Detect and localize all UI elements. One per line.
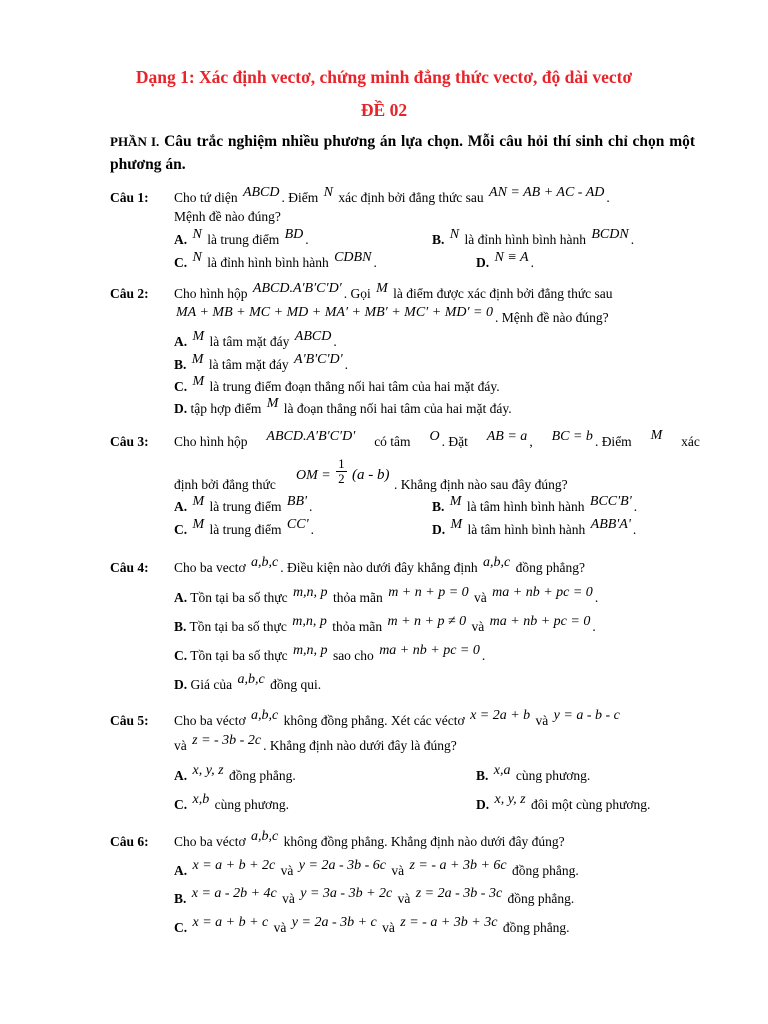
option-c[interactable] (174, 374, 500, 396)
math-expr: (a - b) (351, 466, 390, 483)
question-number: Câu 5: (110, 713, 149, 728)
option-text: là tâm hình bình hành (466, 499, 585, 514)
stem-text: . Đặt (441, 434, 468, 449)
option-c[interactable] (174, 915, 570, 937)
math-expr: a,b,c (251, 829, 279, 844)
option-text: . (594, 590, 599, 605)
option-a[interactable] (174, 858, 579, 880)
option-label: C. (174, 648, 188, 663)
math-expr: ABB'A' (590, 517, 631, 532)
math-expr: y = a - b - c (553, 708, 620, 723)
option-d[interactable] (476, 250, 534, 272)
math-expr: AN = AB + AC - AD (489, 185, 605, 200)
math-expr: N (192, 227, 202, 242)
question-stem-line (174, 829, 565, 851)
option-a[interactable] (174, 227, 309, 249)
math-expr: a,b,c (251, 708, 279, 723)
stem-text: . Mệnh đề nào đúng? (494, 310, 609, 325)
option-d[interactable] (174, 672, 322, 694)
question-stem-line (174, 428, 700, 451)
stem-text: . Điểm (594, 434, 632, 449)
math-expr: m,n, p (292, 643, 328, 658)
option-text: . (305, 232, 309, 247)
option-text: là trung điểm (209, 522, 282, 537)
math-expr: N (323, 185, 333, 200)
math-expr: N (449, 227, 460, 242)
option-text: cùng phương. (515, 768, 591, 783)
option-b[interactable] (432, 227, 635, 249)
math-expr: a,b,c (483, 555, 511, 570)
question-stem-line: . Khẳng định nào sau đây đúng? (394, 477, 568, 492)
option-c[interactable] (174, 250, 377, 272)
option-text: . (633, 499, 638, 514)
option-text: . (592, 619, 596, 634)
option-text: là trung điểm (207, 232, 280, 247)
math-expr: x = a + b + c (192, 915, 269, 930)
option-a[interactable] (174, 329, 337, 351)
section-text: Câu trắc nghiệm nhiều phương án lựa chọn. Mỗi câu hỏi thí sinh chỉ chọn một phương án. (110, 133, 696, 173)
option-label: A. (174, 590, 188, 605)
stem-text: Cho ba véctơ (174, 713, 246, 728)
question-stem-line (174, 281, 613, 303)
math-expr: x,b (192, 792, 210, 807)
math-expr: m + n + p ≠ 0 (387, 614, 467, 629)
option-text: đồng phẳng. (507, 891, 575, 906)
math-expr: z = - 3b - 2c (192, 733, 262, 748)
option-label: D. (476, 797, 490, 812)
option-b[interactable] (432, 494, 638, 516)
question-number: Câu 6: (110, 834, 149, 849)
option-text: là đỉnh hình bình hành (464, 232, 586, 247)
option-b[interactable] (174, 614, 596, 636)
math-expr: MA + MB + MC + MD + MA′ + MB′ + MC′ + MD′ = 0 (176, 305, 493, 320)
math-expr: BCC'B' (589, 494, 632, 509)
stem-text: không đồng phẳng. Khẳng định nào dưới đây đúng? (283, 834, 565, 849)
math-expr: x = 2a + b (470, 708, 531, 723)
stem-text: và (174, 738, 187, 753)
math-expr: ma + nb + pc = 0 (379, 643, 480, 658)
option-d[interactable] (174, 396, 512, 418)
math-expr: y = 2a - 3b - 6c (298, 858, 386, 873)
option-label: A. (174, 863, 188, 878)
math-expr: z = 2a - 3b - 3c (415, 886, 503, 901)
option-b[interactable] (174, 352, 348, 374)
option-text: và (474, 590, 487, 605)
stem-text: Cho ba véctơ (174, 834, 246, 849)
option-label: A. (174, 768, 188, 783)
math-expr: O (429, 429, 440, 444)
section-instructions (110, 130, 695, 176)
option-text: . (632, 522, 637, 537)
option-text: đồng phẳng. (502, 920, 570, 935)
option-label: B. (174, 891, 187, 906)
math-expr: BD (284, 227, 304, 242)
option-text: đôi một cùng phương. (530, 797, 651, 812)
option-label: D. (174, 401, 188, 416)
math-expr: ma + nb + pc = 0 (489, 614, 591, 629)
option-text: và (391, 863, 405, 878)
option-text: . (630, 232, 635, 247)
option-text: . (309, 499, 313, 514)
option-text: và (273, 920, 287, 935)
option-d[interactable] (432, 517, 637, 539)
math-expr: x = a + b + 2c (192, 858, 276, 873)
math-expr: OM = (296, 467, 331, 483)
option-label: B. (476, 768, 489, 783)
option-text: đồng phẳng. (228, 768, 296, 783)
math-expr: m,n, p (292, 614, 327, 629)
option-c[interactable] (174, 517, 314, 539)
math-expr: CC' (286, 517, 309, 532)
option-text: và (471, 619, 485, 634)
fraction-numerator: 1 (338, 456, 345, 471)
stem-text: , (529, 434, 533, 449)
option-d[interactable] (476, 792, 651, 814)
option-text: và (397, 891, 411, 906)
option-a[interactable] (174, 763, 296, 785)
option-text: là tâm mặt đáy (209, 334, 290, 349)
question-number: Câu 3: (110, 434, 149, 449)
math-expr: BB' (286, 494, 308, 509)
math-expr: z = - a + 3b + 3c (400, 915, 498, 930)
math-expr: z = - a + 3b + 6c (409, 858, 507, 873)
option-text: Tồn tại ba số thực (190, 648, 288, 663)
stem-text: đồng phẳng? (515, 560, 585, 575)
option-text: . (373, 255, 377, 270)
option-label: D. (476, 255, 490, 270)
question-stem-line (174, 555, 585, 577)
option-text: Tồn tại ba số thực (189, 619, 287, 634)
stem-text: xác (681, 434, 700, 449)
stem-text: Cho ba vectơ (174, 560, 246, 575)
math-expr: N ≡ A (494, 250, 529, 265)
math-expr: x,a (493, 763, 511, 778)
option-label: B. (174, 357, 187, 372)
question-number: Câu 1: (110, 190, 149, 205)
question-number: Câu 4: (110, 560, 149, 575)
math-expr: ma + nb + pc = 0 (492, 585, 593, 600)
stem-text: . Điều kiện nào dưới đây khẳng định (280, 560, 478, 575)
math-expr: M (192, 494, 205, 509)
option-c[interactable] (174, 792, 290, 814)
option-text: tập hợp điểm (190, 401, 262, 416)
math-expr: M (191, 352, 204, 367)
math-expr: CDBN (334, 250, 372, 265)
stem-text: Cho hình hộp (174, 286, 248, 301)
math-expr: ABCD.A′B′C′D′ (266, 429, 356, 444)
option-label: A. (174, 334, 188, 349)
option-label: D. (432, 522, 446, 537)
option-text: và (382, 920, 395, 935)
option-label: A. (174, 232, 188, 247)
math-expr: M (192, 374, 205, 389)
math-expr: x, y, z (494, 792, 526, 807)
math-expr: M (376, 281, 388, 296)
option-text: cùng phương. (214, 797, 290, 812)
stem-text: Cho tứ diện (174, 190, 238, 205)
option-text: là trung điểm (209, 499, 282, 514)
option-label: B. (432, 499, 445, 514)
option-label: C. (174, 379, 188, 394)
math-expr: M (192, 329, 205, 344)
math-expr: M (650, 428, 663, 443)
math-expr: m,n, p (292, 585, 328, 600)
math-expr: x = a - 2b + 4c (191, 886, 277, 901)
page-title: Dạng 1: Xác định vectơ, chứng minh đẳng thức vectơ, độ dài vectơ (135, 67, 633, 87)
option-a[interactable] (174, 494, 313, 516)
option-label: B. (174, 619, 187, 634)
option-a[interactable] (174, 585, 599, 607)
option-text: . (481, 648, 486, 663)
math-expr: M (266, 396, 279, 411)
option-text: Giá của (190, 677, 233, 692)
option-text: đồng phẳng. (512, 863, 579, 878)
math-expr: BCDN (591, 227, 629, 242)
stem-text: xác định bởi đẳng thức sau (338, 190, 484, 205)
math-expr: m + n + p = 0 (388, 585, 469, 600)
stem-text: . Khẳng định nào dưới đây là đúng? (263, 738, 457, 753)
question-stem-line: định bởi đẳng thức (174, 477, 276, 492)
math-expr: y = 2a - 3b + c (291, 915, 377, 930)
question-stem-line: Mệnh đề nào đúng? (174, 209, 281, 224)
stem-text: là điểm được xác định bởi đẳng thức sau (393, 286, 613, 301)
stem-text: . Điểm (281, 190, 319, 205)
math-expr: ABCD (294, 329, 332, 344)
question-stem-line (174, 185, 610, 207)
option-label: C. (174, 522, 188, 537)
option-label: C. (174, 920, 188, 935)
math-expr: N (192, 250, 202, 265)
section-label: PHẦN I. (110, 134, 160, 149)
question-number: Câu 2: (110, 286, 149, 301)
fraction-denominator: 2 (338, 471, 345, 486)
option-text: và (282, 891, 295, 906)
math-expr: a,b,c (251, 555, 279, 570)
option-text: là tâm hình bình hành (467, 522, 586, 537)
question-stem-line (174, 305, 609, 327)
option-text: . (344, 357, 348, 372)
option-text: thỏa mãn (332, 590, 383, 605)
option-label: C. (174, 255, 188, 270)
math-expr: ABCD (242, 185, 280, 200)
option-c[interactable] (174, 643, 486, 665)
option-text: là đoạn thẳng nối hai tâm của hai mặt đáy. (283, 401, 512, 416)
stem-text: không đồng phẳng. Xét các véctơ (283, 713, 465, 728)
option-b[interactable] (476, 763, 591, 785)
option-label: D. (174, 677, 188, 692)
option-label: C. (174, 797, 188, 812)
exam-code: ĐỀ 02 (360, 100, 408, 120)
stem-text: Cho hình hộp (174, 434, 248, 449)
math-expr: y = 3a - 3b + 2c (300, 886, 393, 901)
math-expr: M (449, 494, 462, 509)
option-text: . (333, 334, 337, 349)
option-text: là đỉnh hình bình hành (207, 255, 329, 270)
option-text: sao cho (332, 648, 374, 663)
option-text: là tâm mặt đáy (208, 357, 289, 372)
stem-text: có tâm (374, 434, 411, 449)
question-stem-line (174, 708, 622, 730)
stem-text: . Gọi (343, 286, 371, 301)
option-b[interactable] (174, 886, 575, 908)
option-text: là trung điểm đoạn thẳng nối hai tâm của hai mặt đáy. (209, 379, 500, 394)
option-text: thỏa mãn (332, 619, 383, 634)
math-expr: A'B'C'D' (294, 352, 343, 367)
math-expr: a,b,c (237, 672, 265, 687)
math-expr: M (450, 517, 463, 532)
math-expr: BC = b (551, 429, 593, 444)
stem-text: . (606, 190, 610, 205)
vector-formula (294, 457, 391, 486)
math-expr: M (192, 517, 205, 532)
math-expr: ABCD.A′B′C′D′ (252, 281, 342, 296)
question-stem-line (174, 733, 457, 755)
math-expr: AB = a (486, 429, 528, 444)
option-text: đồng qui. (270, 677, 322, 692)
option-text: . (530, 255, 534, 270)
stem-text: và (535, 713, 549, 728)
math-expr: x, y, z (192, 763, 224, 778)
option-text: và (280, 863, 294, 878)
option-text: . (310, 522, 314, 537)
option-text: Tồn tại ba số thực (190, 590, 288, 605)
option-label: A. (174, 499, 188, 514)
option-label: B. (432, 232, 445, 247)
